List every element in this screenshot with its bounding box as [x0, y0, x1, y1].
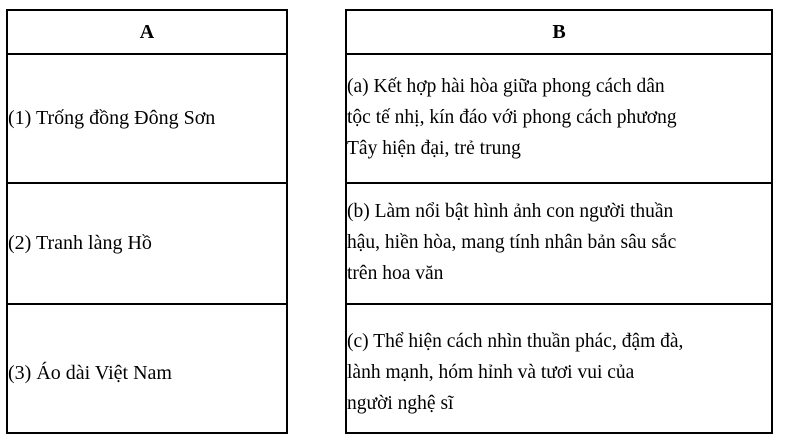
- column-b-item-b-line-2: hậu, hiền hòa, mang tính nhân bản sâu sắc: [347, 232, 677, 254]
- table-column-b: [345, 9, 773, 434]
- column-b-table: [347, 11, 771, 442]
- column-a-item-3[interactable]: (3) Áo dài Việt Nam: [8, 304, 286, 442]
- column-a-item-1[interactable]: (1) Trống đồng Đông Sơn: [8, 107, 216, 129]
- column-b-item-c[interactable]: [347, 304, 771, 442]
- table-row: [8, 304, 286, 442]
- column-b-item-a-line-1: (a) Kết hợp hài hòa giữa phong cách dân: [347, 76, 665, 98]
- column-b-item-a[interactable]: [347, 54, 771, 183]
- column-b-item-a-line-3: Tây hiện đại, trẻ trung: [347, 137, 521, 159]
- column-b-item-b-line-3: trên hoa văn: [347, 262, 444, 284]
- column-a-header: A: [8, 11, 286, 54]
- column-b-item-b-line-1: (b) Làm nổi bật hình ảnh con người thuần: [347, 201, 674, 223]
- table-row: [347, 54, 771, 183]
- table-row: [8, 183, 286, 304]
- column-b-item-c-line-2: lành mạnh, hóm hỉnh và tươi vui của: [347, 362, 635, 384]
- column-a-item-2[interactable]: (2) Tranh làng Hồ: [8, 183, 286, 304]
- column-b-item-c-line-3: người nghệ sĩ: [347, 392, 454, 414]
- column-b-item-b[interactable]: [347, 183, 771, 304]
- column-a-header-row: [8, 11, 286, 54]
- table-row: [347, 304, 771, 442]
- column-b-header: B: [347, 11, 771, 54]
- column-a-table: [8, 11, 286, 442]
- column-b-item-a-line-2: tộc tế nhị, kín đáo với phong cách phương: [347, 107, 677, 129]
- column-b-item-c-line-1: (c) Thể hiện cách nhìn thuần phác, đậm đà,: [347, 331, 684, 353]
- table-column-a: [6, 9, 288, 434]
- table-row: [8, 54, 286, 183]
- column-b-header-row: [347, 11, 771, 54]
- table-row: [347, 183, 771, 304]
